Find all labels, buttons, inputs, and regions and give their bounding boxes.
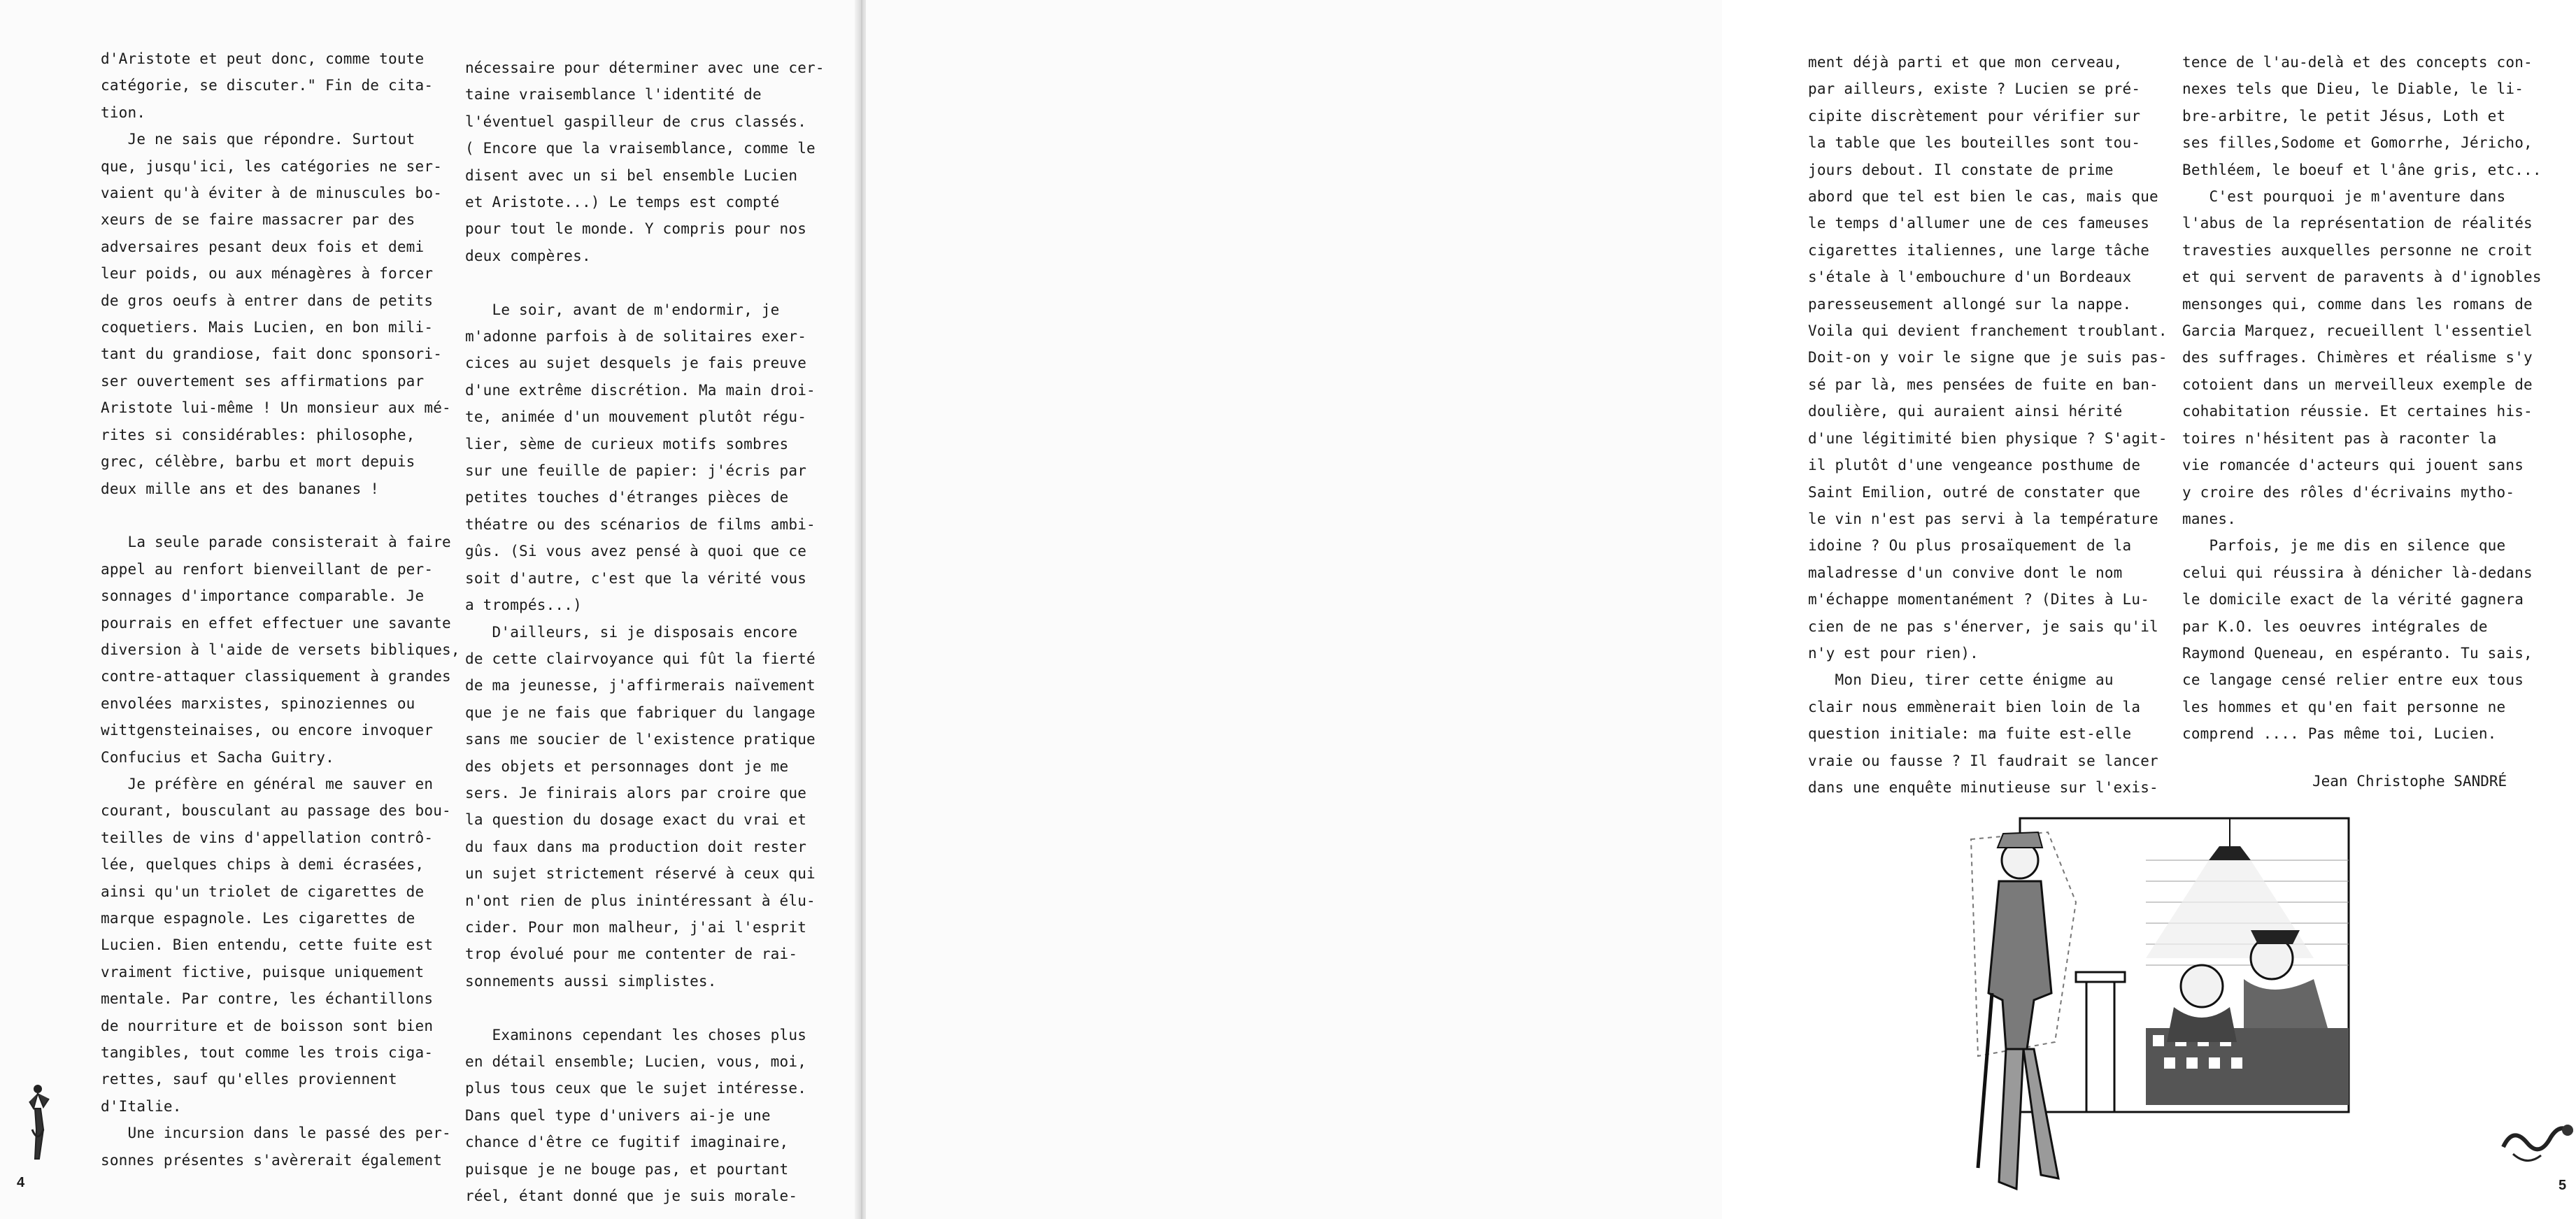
page-number: 5: [2559, 1178, 2567, 1193]
text-line: xeurs de se faire massacrer par des: [101, 211, 415, 229]
text-line: doulière, qui auraient ainsi hérité: [1808, 403, 2123, 420]
text-line: de ma jeunesse, j'affirmerais naïvement: [465, 677, 816, 694]
text-line: ce langage censé relier entre eux tous: [2182, 671, 2524, 689]
text-line: maladresse d'un convive dont le nom: [1808, 564, 2123, 581]
right-page: [866, 0, 2567, 1219]
text-line: puisque je ne bouge pas, et pourtant: [465, 1160, 789, 1178]
dancer-figure-icon: [22, 1081, 53, 1164]
text-line: par ailleurs, existe ? Lucien se pré-: [1808, 80, 2141, 98]
text-line: cider. Pour mon malheur, j'ai l'esprit: [465, 918, 807, 936]
text-column-1: [101, 45, 460, 1174]
text-line: sans me soucier de l'existence pratique: [465, 731, 816, 748]
text-line: mensonges qui, comme dans les romans de: [2182, 295, 2533, 313]
text-line: Raymond Queneau, en espéranto. Tu sais,: [2182, 644, 2533, 662]
text-line: lier, sème de curieux motifs sombres: [465, 435, 789, 452]
text-line: rites si considérables: philosophe,: [101, 426, 415, 443]
text-line: envolées marxistes, spinoziennes ou: [101, 694, 415, 712]
text-line: la table que les bouteilles sont tou-: [1808, 134, 2141, 152]
text-line: que je ne fais que fabriquer du langage: [465, 704, 816, 721]
text-line: y croire des rôles d'écrivains mytho-: [2182, 483, 2515, 501]
page-number: 4: [17, 1175, 25, 1190]
text-line: réel, étant donné que je suis morale-: [465, 1188, 798, 1205]
text-line: ser ouvertement ses affirmations par: [101, 372, 425, 390]
text-line: nexes tels que Dieu, le Diable, le li-: [2182, 80, 2524, 98]
text-line: rettes, sauf qu'elles proviennent: [101, 1071, 397, 1088]
text-line: Je ne sais que répondre. Surtout: [101, 131, 415, 148]
sea-serpent-icon: [2499, 1112, 2576, 1168]
text-line: contre-attaquer classiquement à grandes: [101, 668, 451, 685]
text-line: ainsi qu'un triolet de cigarettes de: [101, 883, 425, 900]
text-line: gûs. (Si vous avez pensé à quoi que ce: [465, 543, 807, 560]
text-line: C'est pourquoi je m'aventure dans: [2182, 188, 2506, 206]
text-line: de cette clairvoyance qui fût la fierté: [465, 650, 816, 667]
text-line: Examinons cependant les choses plus: [465, 1026, 807, 1043]
text-line: grec, célèbre, barbu et mort depuis: [101, 453, 415, 471]
text-line: clair nous emmènerait bien loin de la: [1808, 698, 2141, 715]
text-line: cipite discrètement pour vérifier sur: [1808, 107, 2141, 124]
text-line: un sujet strictement réservé à ceux qui: [465, 865, 816, 883]
text-line: toires n'hésitent pas à raconter la: [2182, 429, 2497, 447]
text-line: d'Aristote et peut donc, comme toute: [101, 50, 425, 67]
text-line: cien de ne pas s'énerver, je sais qu'il: [1808, 618, 2158, 635]
text-line: celui qui réussira à dénicher là-dedans: [2182, 564, 2533, 581]
text-line: l'éventuel gaspilleur de crus classés.: [465, 113, 807, 130]
text-line: le domicile exact de la vérité gagnera: [2182, 591, 2524, 608]
text-line: l'abus de la représentation de réalités: [2182, 215, 2533, 232]
text-line: deux mille ans et des bananes !: [101, 480, 380, 497]
text-line: n'y est pour rien).: [1808, 644, 1979, 662]
text-line: les hommes et qu'en fait personne ne: [2182, 698, 2506, 715]
text-line: vraie ou fausse ? Il faudrait se lancer: [1808, 752, 2158, 769]
text-line: travesties auxquelles personne ne croit: [2182, 241, 2533, 259]
text-line: d'une légitimité bien physique ? S'agit-: [1808, 429, 2168, 447]
text-line: sonnes présentes s'avèrerait également: [101, 1151, 443, 1169]
text-line: que, jusqu'ici, les catégories ne ser-: [101, 157, 443, 175]
text-line: s'étale à l'embouchure d'un Bordeaux: [1808, 269, 2132, 286]
text-line: sur une feuille de papier: j'écris par: [465, 462, 807, 480]
text-line: manes.: [2182, 510, 2237, 527]
left-page: [0, 0, 859, 1219]
text-line: La seule parade consisterait à faire: [101, 534, 451, 551]
text-line: théatre ou des scénarios de films ambi-: [465, 515, 816, 533]
text-line: la question du dosage exact du vrai et: [465, 811, 807, 829]
text-line: dans une enquête minutieuse sur l'exis-: [1808, 778, 2158, 796]
noir-scene-illustration: [1936, 818, 2356, 1196]
text-line: leur poids, ou aux ménagères à forcer: [101, 265, 434, 283]
text-line: appel au renfort bienveillant de per-: [101, 560, 434, 578]
text-line: teilles de vins d'appellation contrô-: [101, 829, 434, 846]
text-line: question initiale: ma fuite est-elle: [1808, 725, 2132, 743]
text-line: courant, bousculant au passage des bou-: [101, 802, 451, 820]
text-line: idoine ? Ou plus prosaïquement de la: [1808, 537, 2132, 555]
author-signature: Jean Christophe SANDRÉ: [2312, 773, 2507, 790]
text-line: d'une extrême discrétion. Ma main droi-: [465, 381, 816, 399]
text-line: a trompés...): [465, 597, 582, 614]
text-line: Mon Dieu, tirer cette énigme au: [1808, 671, 2114, 689]
text-line: cigarettes italiennes, une large tâche: [1808, 241, 2150, 259]
text-line: Une incursion dans le passé des per-: [101, 1125, 451, 1142]
text-line: wittgensteinaises, ou encore invoquer: [101, 722, 434, 739]
text-line: petites touches d'étranges pièces de: [465, 489, 789, 506]
text-line: taine vraisemblance l'identité de: [465, 86, 762, 104]
text-line: m'échappe momentanément ? (Dites à Lu-: [1808, 591, 2150, 608]
text-line: trop évolué pour me contenter de rai-: [465, 946, 798, 963]
paragraph-gap: [465, 995, 843, 1021]
text-line: deux compères.: [465, 247, 591, 264]
text-line: mentale. Par contre, les échantillons: [101, 990, 434, 1008]
text-line: soit d'autre, c'est que la vérité vous: [465, 569, 807, 587]
text-line: cices au sujet desquels je fais preuve: [465, 355, 807, 372]
text-line: tence de l'au-delà et des concepts con-: [2182, 54, 2533, 71]
text-line: plus tous ceux que le sujet intéresse.: [465, 1080, 807, 1097]
text-line: marque espagnole. Les cigarettes de: [101, 909, 415, 927]
text-line: sonnages d'importance comparable. Je: [101, 587, 425, 605]
text-line: paresseusement allongé sur la nappe.: [1808, 295, 2132, 313]
text-column-2: [465, 55, 843, 1209]
paragraph-gap: [101, 502, 429, 529]
text-line: Confucius et Sacha Guitry.: [101, 748, 334, 766]
text-column-4: [2182, 49, 2546, 748]
text-line: Saint Emilion, outré de constater que: [1808, 483, 2141, 501]
text-line: Aristote lui-même ! Un monsieur aux mé-: [101, 399, 451, 417]
text-line: de gros oeufs à entrer dans de petits: [101, 292, 434, 309]
text-line: D'ailleurs, si je disposais encore: [465, 623, 798, 641]
text-line: jours debout. Il constate de prime: [1808, 161, 2114, 178]
text-line: diversion à l'aide de versets bibliques,: [101, 641, 460, 658]
text-line: lée, quelques chips à demi écrasées,: [101, 856, 425, 874]
text-line: Bethléem, le boeuf et l'âne gris, etc...: [2182, 161, 2542, 178]
text-line: cohabitation réussie. Et certaines his-: [2182, 403, 2533, 420]
text-line: vaient qu'à éviter à de minuscules bo-: [101, 185, 443, 202]
text-line: de nourriture et de boisson sont bien: [101, 1017, 434, 1034]
text-line: Voila qui devient franchement troublant.: [1808, 322, 2168, 340]
text-line: du faux dans ma production doit rester: [465, 838, 807, 855]
text-line: cotoient dans un merveilleux exemple de: [2182, 376, 2533, 393]
text-line: tion.: [101, 104, 146, 121]
text-line: d'Italie.: [101, 1097, 182, 1115]
text-line: ment déjà parti et que mon cerveau,: [1808, 54, 2123, 71]
text-line: te, animée d'un mouvement plutôt régu-: [465, 408, 807, 426]
text-line: vie romancée d'acteurs qui jouent sans: [2182, 457, 2524, 474]
text-line: catégorie, se discuter." Fin de cita-: [101, 77, 434, 94]
text-line: le vin n'est pas servi à la température: [1808, 510, 2158, 527]
text-line: Dans quel type d'univers ai-je une: [465, 1106, 771, 1124]
text-line: adversaires pesant deux fois et demi: [101, 238, 425, 255]
text-line: Doit-on y voir le signe que je suis pas-: [1808, 349, 2168, 366]
text-line: des suffrages. Chimères et réalisme s'y: [2182, 349, 2533, 366]
text-line: m'adonne parfois à de solitaires exer-: [465, 328, 807, 345]
text-line: Le soir, avant de m'endormir, je: [465, 301, 780, 318]
text-line: ( Encore que la vraisemblance, comme le: [465, 140, 816, 157]
text-column-3: [1808, 49, 2172, 801]
text-line: abord que tel est bien le cas, mais que: [1808, 188, 2158, 206]
text-line: ses filles,Sodome et Gomorrhe, Jéricho,: [2182, 134, 2533, 152]
text-line: le temps d'allumer une de ces fameuses: [1808, 215, 2150, 232]
text-line: tangibles, tout comme les trois ciga-: [101, 1044, 434, 1062]
text-line: sonnements aussi simplistes.: [465, 972, 717, 990]
text-line: en détail ensemble; Lucien, vous, moi,: [465, 1053, 807, 1070]
text-line: Je préfère en général me sauver en: [101, 775, 434, 792]
text-line: disent avec un si bel ensemble Lucien: [465, 166, 798, 184]
text-line: Parfois, je me dis en silence que: [2182, 537, 2506, 555]
text-line: Garcia Marquez, recueillent l'essentiel: [2182, 322, 2533, 340]
text-line: coquetiers. Mais Lucien, en bon mili-: [101, 319, 434, 336]
paragraph-gap: [465, 269, 843, 296]
text-line: et qui servent de paravents à d'ignobles: [2182, 269, 2542, 286]
text-line: nécessaire pour déterminer avec une cer-: [465, 59, 825, 76]
text-line: tant du grandiose, fait donc sponsori-: [101, 345, 443, 363]
text-line: il plutôt d'une vengeance posthume de: [1808, 457, 2141, 474]
text-line: Lucien. Bien entendu, cette fuite est: [101, 936, 434, 954]
text-line: vraiment fictive, puisque uniquement: [101, 963, 425, 981]
text-line: sers. Je finirais alors par croire que: [465, 784, 807, 801]
text-line: comprend .... Pas même toi, Lucien.: [2182, 725, 2497, 743]
text-line: par K.O. les oeuvres intégrales de: [2182, 618, 2488, 635]
text-line: des objets et personnages dont je me: [465, 757, 789, 775]
text-line: n'ont rien de plus inintéressant à élu-: [465, 892, 816, 909]
text-line: sé par là, mes pensées de fuite en ban-: [1808, 376, 2158, 393]
text-line: chance d'être ce fugitif imaginaire,: [465, 1134, 789, 1151]
text-line: pourrais en effet effectuer une savante: [101, 614, 451, 632]
text-line: et Aristote...) Le temps est compté: [465, 194, 780, 211]
text-line: pour tout le monde. Y compris pour nos: [465, 220, 807, 238]
text-line: bre-arbitre, le petit Jésus, Loth et: [2182, 107, 2506, 124]
